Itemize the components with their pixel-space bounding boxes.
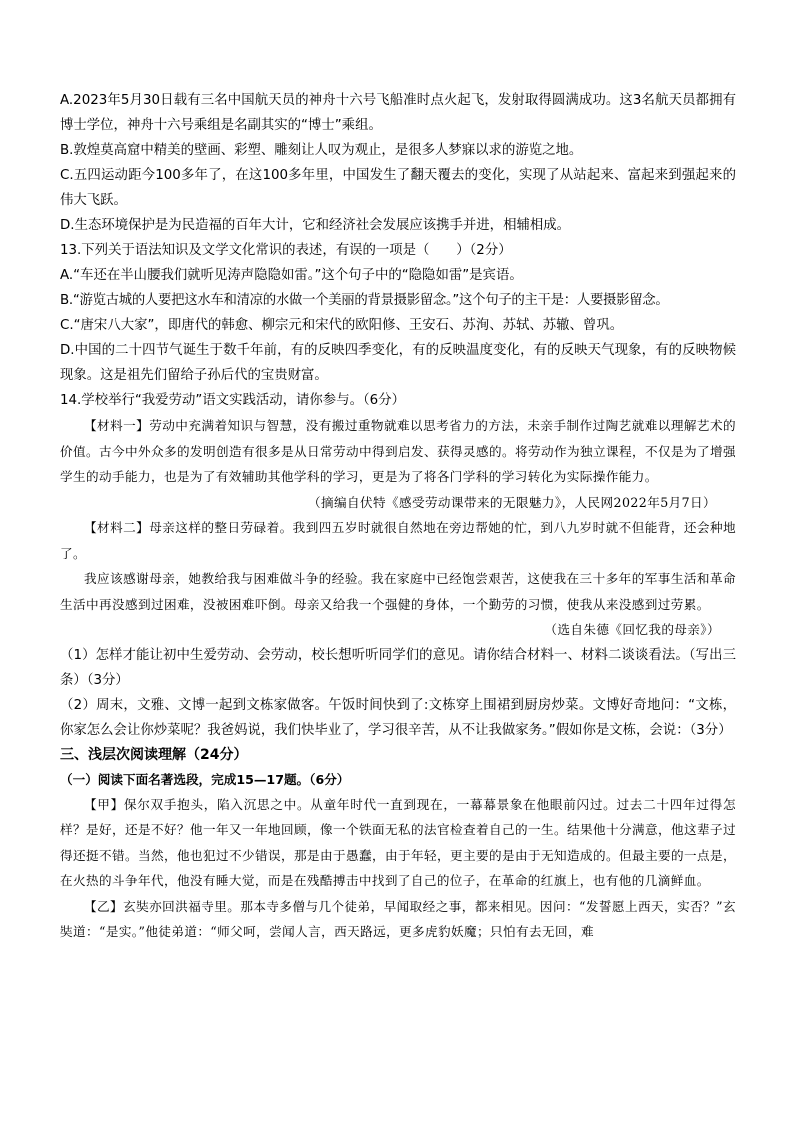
section-3-subtitle: （一）阅读下面名著选段，完成15—17题。（6分）	[60, 771, 350, 787]
option-13d: D.中国的二十四节气诞生于数千年前，有的反映四季变化，有的反映温度变化，有的反映天气现象，有的反映物候现象。这是祖先们留给子孙后代的宝贵财富。	[60, 343, 736, 383]
option-12d: D.生态环境保护是为民造福的百年大计，它和经济社会发展应该携手并进，相辅相成。	[60, 218, 571, 233]
question-14-stem: 14.学校举行“我爱劳动”语文实践活动，请你参与。（6分）	[60, 393, 405, 408]
material-2-para-1: 【材料二】母亲这样的整日劳碌着。我到四五岁时就很自然地在旁边帮她的忙，到八九岁时就不但能背，还会种地了。	[60, 520, 736, 561]
exam-page	[60, 88, 736, 945]
section-3-title: 三、浅层次阅读理解（24分）	[60, 746, 248, 763]
option-12a: A.2023年5月30日载有三名中国航天员的神舟十六号飞船准时点火起飞，发射取得圆满成功。这3名航天员都拥有博士学位，神舟十六号乘组是名副其实的“博士”乘组。	[60, 93, 736, 133]
passage-yi: 【乙】玄奘亦回洪福寺里。那本寺多僧与几个徒弟，早闻取经之事，都来相见。因问：“发誓愿上西天，实否？”玄奘道：“是实。”他徒弟道：“师父呵，尝闻人言，西天路远，更多虎豹妖魔；只怕有去无回，难	[60, 898, 736, 939]
material-2-para-2: 我应该感谢母亲，她教给我与困难做斗争的经验。我在家庭中已经饱尝艰苦，这使我在三十多年的军事生活和革命生活中再没感到过困难，没被困难吓倒。母亲又给我一个强健的身体，一个勤劳的习惯，使我从来没感到过劳累。	[60, 571, 736, 612]
question-13-stem: 13.下列关于语法知识及文学文化常识的表述，有误的一项是（ ）（2分）	[60, 243, 512, 258]
option-13a: A.“车还在半山腰我们就听见涛声隐隐如雷。”这个句子中的“隐隐如雷”是宾语。	[60, 268, 523, 283]
material-1: 【材料一】劳动中充满着知识与智慧，没有搬过重物就难以思考省力的方法，未亲手制作过陶艺就难以理解艺术的价值。古今中外众多的发明创造有很多是从日常劳动中得到启发、获得灵感的。将劳动作为独立课程，不仅是为了增强学生的动手能力，也是为了有效辅助其他学科的学习，更是为了将各门学科的学习转化为实际操作能力。	[60, 418, 736, 484]
material-2-source: （选自朱德《回忆我的母亲》）	[544, 622, 720, 637]
option-13b: B.“游览古城的人要把这水车和清凉的水做一个美丽的背景摄影留念。”这个句子的主干是：人要摄影留念。	[60, 293, 669, 308]
option-12b: B.敦煌莫高窟中精美的壁画、彩塑、雕刻让人叹为观止，是很多人梦寐以求的游览之地。	[60, 143, 583, 158]
option-12c: C.五四运动距今100多年了，在这100多年里，中国发生了翻天覆去的变化，实现了从站起来、富起来到强起来的伟大飞跃。	[60, 168, 736, 208]
passage-jia: 【甲】保尔双手抱头，陷入沉思之中。从童年时代一直到现在，一幕幕景象在他眼前闪过。过去二十四年过得怎样？是好，还是不好？他一年又一年地回顾，像一个铁面无私的法官检查着自己的一生。结果他十分满意，他这辈子过得还挺不错。当然，他也犯过不少错误，那是由于愚蠢，由于年轻，更主要的是由于无知造成的。但最主要的一点是，在火热的斗争年代，他没有睡大觉，而是在残酷搏击中找到了自己的位子，在革命的红旗上，也有他的几滴鲜血。	[60, 796, 736, 888]
question-14-sub-1: （1）怎样才能让初中生爱劳动、会劳动，校长想听听同学们的意见。请你结合材料一、材料二谈谈看法。（写出三条）（3分）	[60, 647, 736, 688]
option-13c: C.“唐宋八大家”，即唐代的韩愈、柳宗元和宋代的欧阳修、王安石、苏洵、苏轼、苏辙、曾巩。	[60, 318, 624, 333]
question-14-sub-2: （2）周末，文雅、文博一起到文栋家做客。午饭时间快到了:文栋穿上围裙到厨房炒菜。文博好奇地问：“文栋，你家怎么会让你炒菜呢？我爸妈说，我们快毕业了，学习很辛苦，从不让我做家务。”假如你是文栋，会说：（3分）	[60, 697, 736, 738]
material-1-source: （摘编自伏特《感受劳动课带来的无限魅力》，人民网2022年5月7日）	[308, 494, 716, 510]
